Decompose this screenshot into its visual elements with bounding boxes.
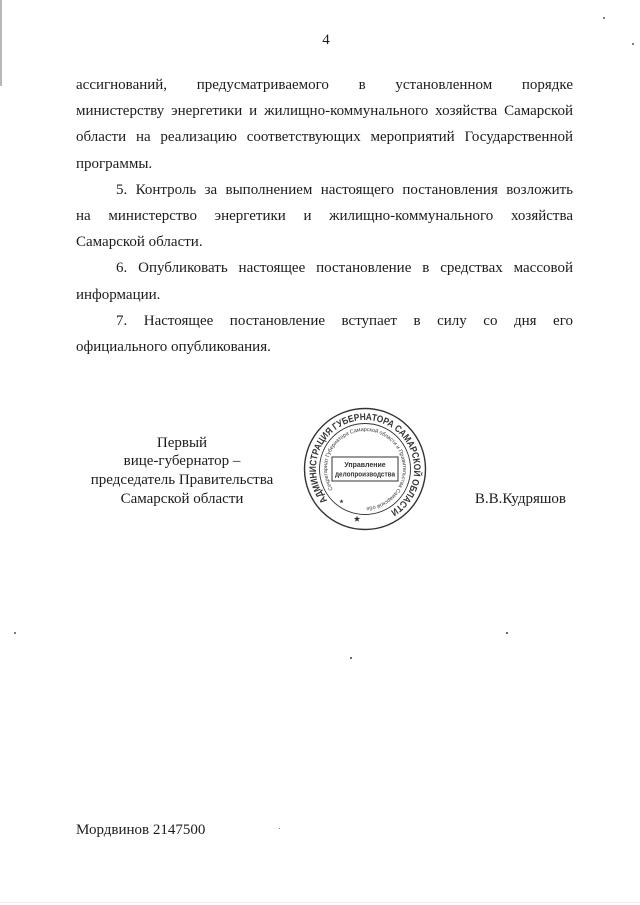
text-line-content: программы. xyxy=(76,155,153,172)
text-line xyxy=(76,98,573,124)
text-line xyxy=(76,124,573,150)
scan-speck xyxy=(632,43,634,45)
text-line xyxy=(76,282,573,308)
signatory-position-line: Первый xyxy=(156,434,208,451)
text-line-content: области на реализацию соответствующих мероприятий Государственной xyxy=(76,129,573,146)
text-line xyxy=(76,255,573,281)
text-line xyxy=(76,177,573,203)
scan-speck xyxy=(279,828,280,829)
scan-speck xyxy=(350,657,352,659)
signatory-position-line: вице-губернатор – xyxy=(123,453,241,470)
text-line-content: 6. Опубликовать настоящее постановление в средствах массовой xyxy=(116,260,573,277)
signatory-position-line: Самарской области xyxy=(120,490,244,507)
text-line-content: официального опубликования. xyxy=(76,338,271,355)
paragraph xyxy=(76,72,573,177)
body-text xyxy=(76,72,573,360)
stamp-outer-ring xyxy=(305,409,426,530)
stamp-center-line: делопроизводства xyxy=(335,471,396,479)
text-line xyxy=(76,308,573,334)
text-line-content: министерству энергетики и жилищно-коммунального хозяйства Самарской xyxy=(76,103,573,120)
scan-speck xyxy=(14,632,16,634)
text-line xyxy=(76,203,573,229)
paragraph-item-5 xyxy=(76,177,573,256)
text-line-content: на министерство энергетики и жилищно-коммунального хозяйства xyxy=(76,207,573,224)
stamp-middle-ring xyxy=(320,424,411,515)
text-line-content: 5. Контроль за выполнением настоящего постановления возложить xyxy=(116,181,573,198)
paragraph-item-6 xyxy=(76,255,573,307)
page-number: 4 xyxy=(322,32,330,48)
scan-speck xyxy=(603,17,605,19)
official-stamp xyxy=(300,402,428,532)
scan-edge-line xyxy=(0,902,640,903)
stamp-center-line: Управление xyxy=(344,462,386,469)
signatory-position xyxy=(62,434,302,509)
text-line-content: информации. xyxy=(76,286,161,303)
paragraph-item-7 xyxy=(76,308,573,360)
text-line-content: ассигнований, предусматриваемого в установленном порядке xyxy=(76,77,573,93)
text-line xyxy=(76,72,573,98)
text-line xyxy=(76,151,573,177)
signatory-position-line: председатель Правительства xyxy=(90,471,274,488)
text-line xyxy=(76,334,573,360)
stamp-outer-text: АДМИНИСТРАЦИЯ ГУБЕРНАТОРА САМАРСКОЙ ОБЛАСТИ xyxy=(307,411,423,519)
text-line-content: Самарской области. xyxy=(76,234,203,251)
scan-edge-line xyxy=(0,0,2,86)
executor-note: Мордвинов 2147500 xyxy=(76,822,206,838)
signatory-name: В.В.Кудряшов xyxy=(474,491,566,507)
stamp-inner-text: Секретариат Губернатора Самарской области и Правительства Самарской области xyxy=(300,402,408,511)
text-line xyxy=(76,229,573,255)
star-icon xyxy=(354,516,360,522)
text-line-content: 7. Настоящее постановление вступает в силу со дня его xyxy=(116,312,573,329)
scan-speck xyxy=(506,632,508,634)
star-icon xyxy=(339,499,343,503)
